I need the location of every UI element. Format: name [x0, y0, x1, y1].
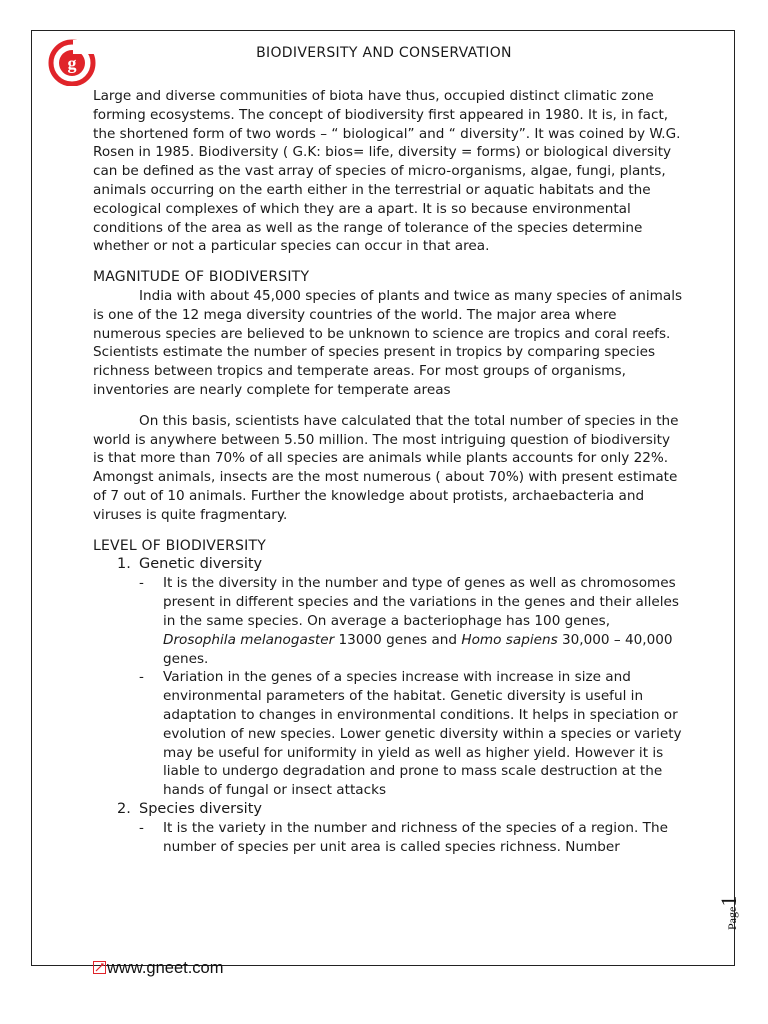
- logo-letter: g: [67, 53, 77, 73]
- levels-list: [93, 555, 683, 856]
- page-label: Page: [725, 906, 739, 930]
- species-name: Drosophila melanogaster: [163, 631, 335, 648]
- bullet-item: [139, 819, 683, 857]
- dash-marker: -: [139, 819, 144, 836]
- document-body: [93, 87, 683, 856]
- bullet-list: [139, 819, 683, 857]
- bullet-text: Variation in the genes of a species increase with increase in size and environmental parameters of the habitat. Genetic diversity is useful in adaptation to changes in environmental conditions. It helps in speciation or evolution of new species. Lower genetic diversity within a species or variety may be useful for uniformity in yield as well as higher yield. However it is liable to undergo degradation and prone to mass scale destruction at the hands of fungal or insect attacks: [163, 669, 682, 799]
- bullet-text: It is the variety in the number and richness of the species of a region. The number of species per unit area is called species richness. Number: [163, 819, 668, 855]
- footer-url[interactable]: www.gneet.com: [107, 959, 224, 977]
- bullet-text: 30,000 – 40,000 genes.: [163, 631, 673, 667]
- levels-heading: LEVEL OF BIODIVERSITY: [93, 537, 266, 554]
- edit-icon: [93, 961, 106, 974]
- species-diversity-title: Species diversity: [139, 800, 262, 817]
- list-item: [93, 555, 683, 800]
- magnitude-paragraph-1: India with about 45,000 species of plants and twice as many species of animals is one of the 12 mega diversity countries of the world. The major area where numerous species are believed to be unknown to science are tropics and coral reefs. Scientists estimate the number of species present in tropics by comparing species richness between tropics and temperate areas. For most groups of organisms, inventories are nearly complete for temperate areas: [93, 287, 683, 398]
- list-number: 2.: [117, 800, 131, 817]
- list-item: [93, 800, 683, 857]
- dash-marker: -: [139, 669, 144, 686]
- bullet-text: It is the diversity in the number and type of genes as well as chromosomes present in different species and the variations in the genes and their alleles in the same species. On average a bacteriophage has 100 genes,: [163, 575, 679, 629]
- magnitude-heading: MAGNITUDE OF BIODIVERSITY: [93, 269, 310, 286]
- document-title: BIODIVERSITY AND CONSERVATION: [256, 45, 512, 61]
- bullet-item: [139, 668, 683, 800]
- intro-paragraph: Large and diverse communities of biota have thus, occupied distinct climatic zone forming ecosystems. The concept of biodiversity first appeared in 1980. It is, in fact, the shortened form of two words – “ biological” and “ diversity”. It was coined by W.G. Rosen in 1985. Biodiversity ( G.K: bios= life, diversity = forms) or biological diversity can be defined as the vast array of species of micro-organisms, algae, fungi, plants, animals occurring on the earth either in the terrestrial or aquatic habitats and the ecological complexes of which they are a apart. It is so because environmental conditions of the area as well as the range of tolerance of the species determine whether or not a particular species can occur in that area.: [93, 88, 681, 255]
- page-number-mark: [716, 890, 741, 930]
- dash-marker: -: [139, 575, 144, 592]
- footer: [93, 959, 223, 978]
- page-number: 1: [716, 895, 741, 907]
- magnitude-paragraph-2: On this basis, scientists have calculated that the total number of species in the world is anywhere between 5.50 million. The most intriguing question of biodiversity is that more than 70% of all species are animals while plants accounts for only 22%. Amongst animals, insects are the most numerous ( about 70%) with present estimate of 7 out of 10 animals. Further the knowledge about protists, archaebacteria and viruses is quite fragmentary.: [93, 412, 679, 523]
- bullet-text: 13000 genes and: [334, 631, 462, 648]
- list-number: 1.: [117, 556, 131, 573]
- species-name: Homo sapiens: [461, 631, 558, 648]
- bullet-item: [139, 574, 683, 668]
- bullet-list: [139, 574, 683, 800]
- genetic-diversity-title: Genetic diversity: [139, 556, 263, 573]
